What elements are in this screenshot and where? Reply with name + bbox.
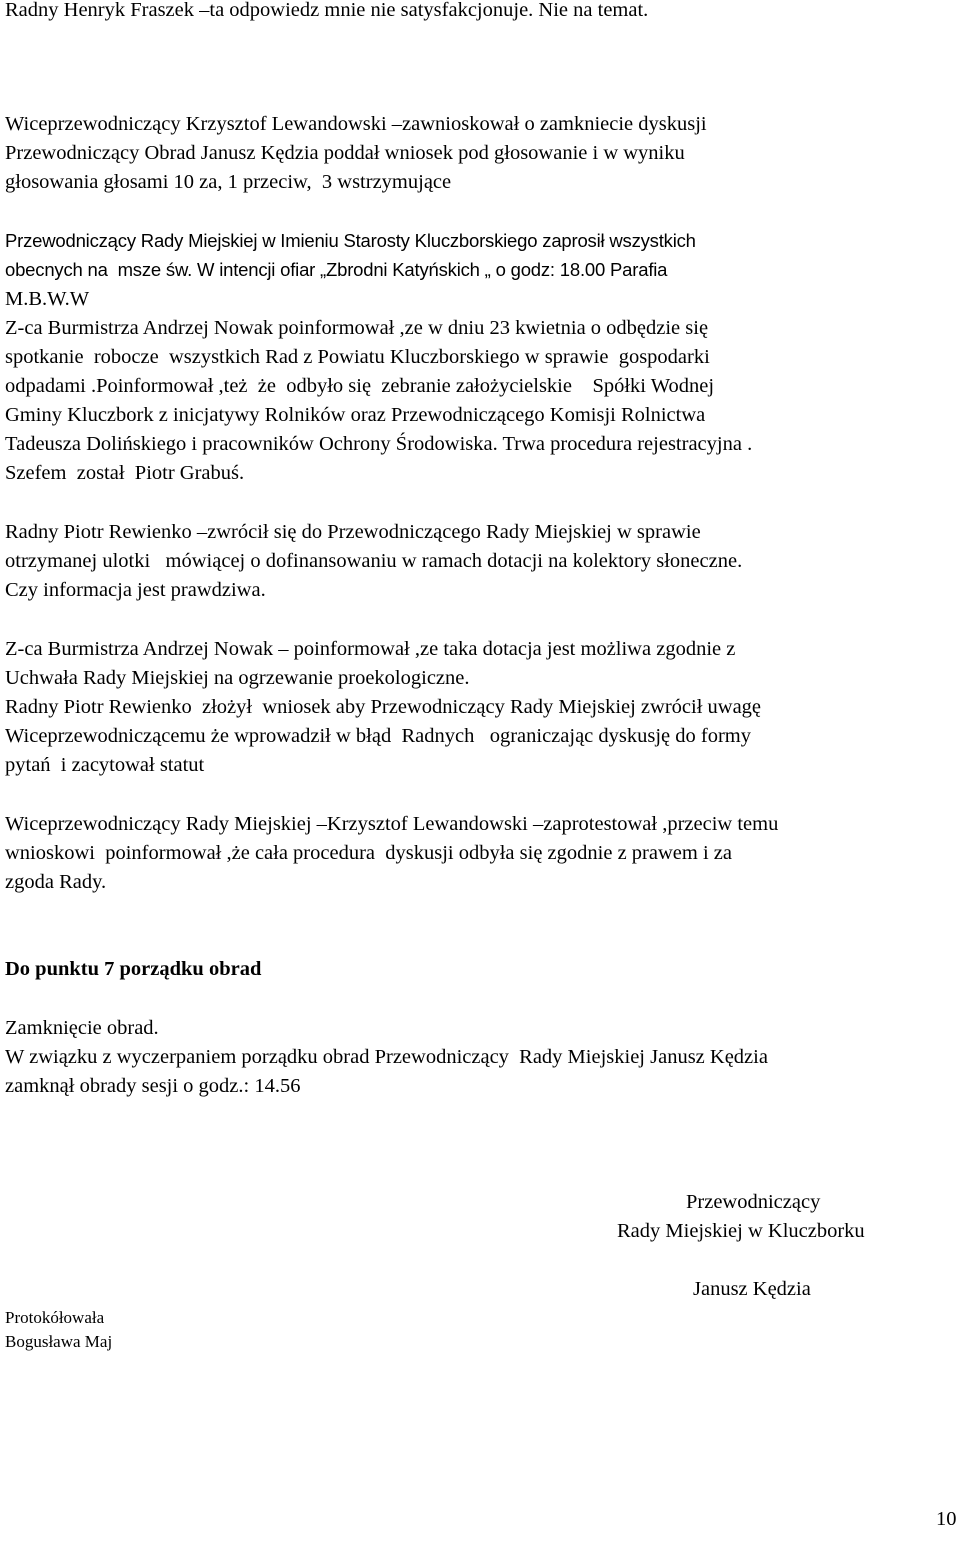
- text-line: Przewodniczący Rady Miejskiej w Imieniu Starosty Kluczborskiego zaprosił wszystkich: [5, 230, 696, 251]
- text-line: odpadami .Poinformował ,też że odbyło się zebranie założycielskie Spółki Wodnej: [5, 375, 715, 397]
- page-number: 10: [936, 1508, 957, 1530]
- text-line: Szefem został Piotr Grabuś.: [5, 462, 245, 484]
- text-line: wnioskowi poinformował ,że cała procedura dyskusji odbyła się zgodnie z prawem i za: [5, 842, 732, 864]
- text-line: Przewodniczący Obrad Janusz Kędzia poddał wniosek pod głosowanie i w wyniku: [5, 142, 685, 164]
- text-line: Z-ca Burmistrza Andrzej Nowak – poinformował ,ze taka dotacja jest możliwa zgodnie z: [5, 638, 736, 660]
- text-line: Gminy Kluczbork z inicjatywy Rolników oraz Przewodniczącego Komisji Rolnictwa: [5, 404, 706, 426]
- text-line: obecnych na msze św. W intencji ofiar „Zbrodni Katyńskich „ o godz: 18.00 Parafia: [5, 259, 668, 280]
- signature-name: Janusz Kędzia: [693, 1278, 811, 1300]
- text-line: Radny Henryk Fraszek –ta odpowiedz mnie nie satysfakcjonuje. Nie na temat.: [5, 0, 649, 21]
- text-line: Zamknięcie obrad.: [5, 1017, 159, 1039]
- text-line: zgoda Rady.: [5, 871, 107, 893]
- text-line: Uchwała Rady Miejskiej na ogrzewanie proekologiczne.: [5, 667, 470, 689]
- text-line: W związku z wyczerpaniem porządku obrad Przewodniczący Rady Miejskiej Janusz Kędzia: [5, 1046, 768, 1068]
- text-line: głosowania głosami 10 za, 1 przeciw, 3 wstrzymujące: [5, 171, 452, 193]
- protocol-label: Protokółowała: [5, 1308, 105, 1327]
- text-line: pytań i zacytował statut: [5, 754, 205, 776]
- text-line: otrzymanej ulotki mówiącej o dofinansowaniu w ramach dotacji na kolektory słoneczne.: [5, 550, 743, 572]
- signature-title: Przewodniczący: [686, 1191, 821, 1213]
- text-line: Wiceprzewodniczący Rady Miejskiej –Krzysztof Lewandowski –zaprotestował ,przeciw temu: [5, 813, 779, 835]
- text-line: Czy informacja jest prawdziwa.: [5, 579, 266, 601]
- text-line: spotkanie robocze wszystkich Rad z Powiatu Kluczborskiego w sprawie gospodarki: [5, 346, 710, 368]
- text-line: Radny Piotr Rewienko –zwrócił się do Przewodniczącego Rady Miejskiej w sprawie: [5, 521, 701, 543]
- text-line: zamknął obrady sesji o godz.: 14.56: [5, 1075, 301, 1097]
- text-line: Tadeusza Dolińskiego i pracowników Ochrony Środowiska. Trwa procedura rejestracyjna .: [5, 433, 753, 455]
- section-heading: Do punktu 7 porządku obrad: [5, 958, 262, 980]
- text-line: Wiceprzewodniczący Krzysztof Lewandowski –zawnioskował o zamkniecie dyskusji: [5, 113, 707, 135]
- protocol-name: Bogusława Maj: [5, 1332, 113, 1351]
- signature-council: Rady Miejskiej w Kluczborku: [617, 1220, 865, 1242]
- text-line: Radny Piotr Rewienko złożył wniosek aby Przewodniczący Rady Miejskiej zwrócił uwagę: [5, 696, 762, 718]
- text-line: Wiceprzewodniczącemu że wprowadził w błąd Radnych ograniczając dyskusję do formy: [5, 725, 751, 747]
- text-line: M.B.W.W: [5, 288, 90, 310]
- text-line: Z-ca Burmistrza Andrzej Nowak poinformował ,ze w dniu 23 kwietnia o odbędzie się: [5, 317, 709, 339]
